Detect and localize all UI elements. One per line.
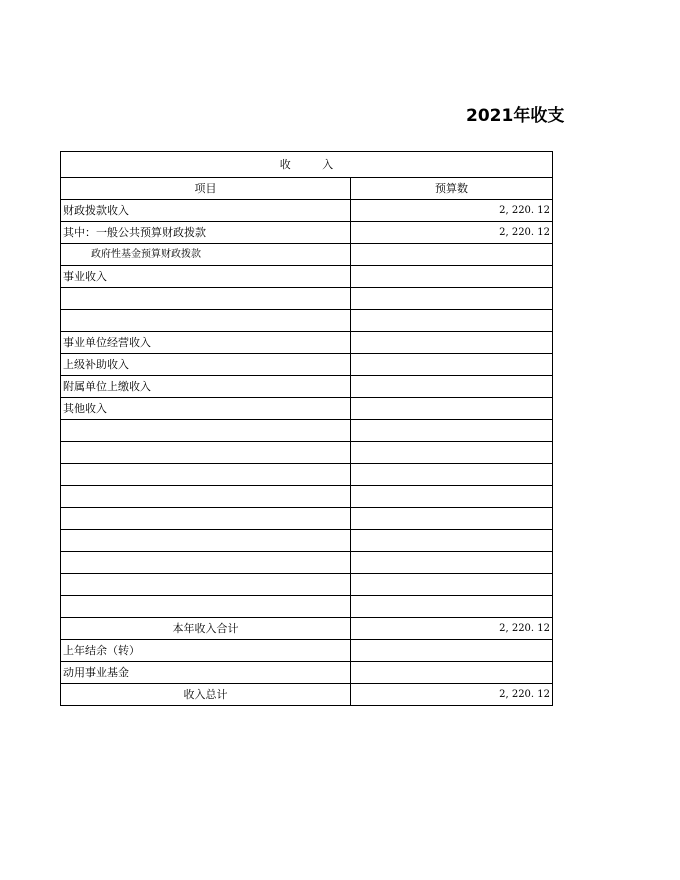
section-header-row xyxy=(61,152,553,178)
table-row xyxy=(61,244,553,266)
row-label: 收入总计 xyxy=(61,684,351,706)
row-label xyxy=(61,530,351,552)
row-value: 2, 220. 12 xyxy=(351,618,553,640)
table-row xyxy=(61,640,553,662)
row-value xyxy=(351,486,553,508)
row-value: 2, 220. 12 xyxy=(351,222,553,244)
table-row xyxy=(61,596,553,618)
row-label: 动用事业基金 xyxy=(61,662,351,684)
row-value xyxy=(351,398,553,420)
row-value xyxy=(351,574,553,596)
column-header-item: 项目 xyxy=(61,178,351,200)
row-value: 2, 220. 12 xyxy=(351,684,553,706)
row-label xyxy=(61,508,351,530)
row-label: 其他收入 xyxy=(61,398,351,420)
row-label: 上级补助收入 xyxy=(61,354,351,376)
row-value xyxy=(351,310,553,332)
table-row xyxy=(61,618,553,640)
table-row xyxy=(61,288,553,310)
row-value xyxy=(351,464,553,486)
income-table xyxy=(60,151,553,706)
row-label xyxy=(61,596,351,618)
row-value xyxy=(351,640,553,662)
table-row xyxy=(61,200,553,222)
table-row xyxy=(61,552,553,574)
table-row xyxy=(61,574,553,596)
row-label: 政府性基金预算财政拨款 xyxy=(61,244,351,266)
table-row xyxy=(61,530,553,552)
row-value xyxy=(351,376,553,398)
row-value xyxy=(351,354,553,376)
page-title: 2021年收支 xyxy=(466,106,565,126)
row-label: 事业收入 xyxy=(61,266,351,288)
row-label: 附属单位上缴收入 xyxy=(61,376,351,398)
table-row xyxy=(61,442,553,464)
row-label xyxy=(61,486,351,508)
table-row xyxy=(61,222,553,244)
table-row xyxy=(61,464,553,486)
row-label: 其中：一般公共预算财政拨款 xyxy=(61,222,351,244)
row-value: 2, 220. 12 xyxy=(351,200,553,222)
column-header-row xyxy=(61,178,553,200)
row-label: 事业单位经营收入 xyxy=(61,332,351,354)
row-label xyxy=(61,442,351,464)
table-row xyxy=(61,486,553,508)
row-label: 上年结余（转） xyxy=(61,640,351,662)
row-value xyxy=(351,596,553,618)
row-value xyxy=(351,508,553,530)
row-label xyxy=(61,420,351,442)
table-row xyxy=(61,398,553,420)
row-value xyxy=(351,420,553,442)
row-value xyxy=(351,266,553,288)
table-row xyxy=(61,332,553,354)
table-row xyxy=(61,684,553,706)
row-value xyxy=(351,662,553,684)
table-row xyxy=(61,310,553,332)
row-value xyxy=(351,288,553,310)
table-row xyxy=(61,376,553,398)
column-header-budget: 预算数 xyxy=(351,178,553,200)
section-header: 收 入 xyxy=(61,152,553,178)
row-label xyxy=(61,574,351,596)
row-value xyxy=(351,442,553,464)
table-row xyxy=(61,354,553,376)
row-value xyxy=(351,244,553,266)
row-label: 财政拨款收入 xyxy=(61,200,351,222)
table-row xyxy=(61,266,553,288)
row-value xyxy=(351,530,553,552)
table-row xyxy=(61,420,553,442)
table-row xyxy=(61,662,553,684)
row-value xyxy=(351,332,553,354)
row-label xyxy=(61,464,351,486)
row-label xyxy=(61,552,351,574)
row-value xyxy=(351,552,553,574)
row-label: 本年收入合计 xyxy=(61,618,351,640)
row-label xyxy=(61,288,351,310)
table-row xyxy=(61,508,553,530)
row-label xyxy=(61,310,351,332)
